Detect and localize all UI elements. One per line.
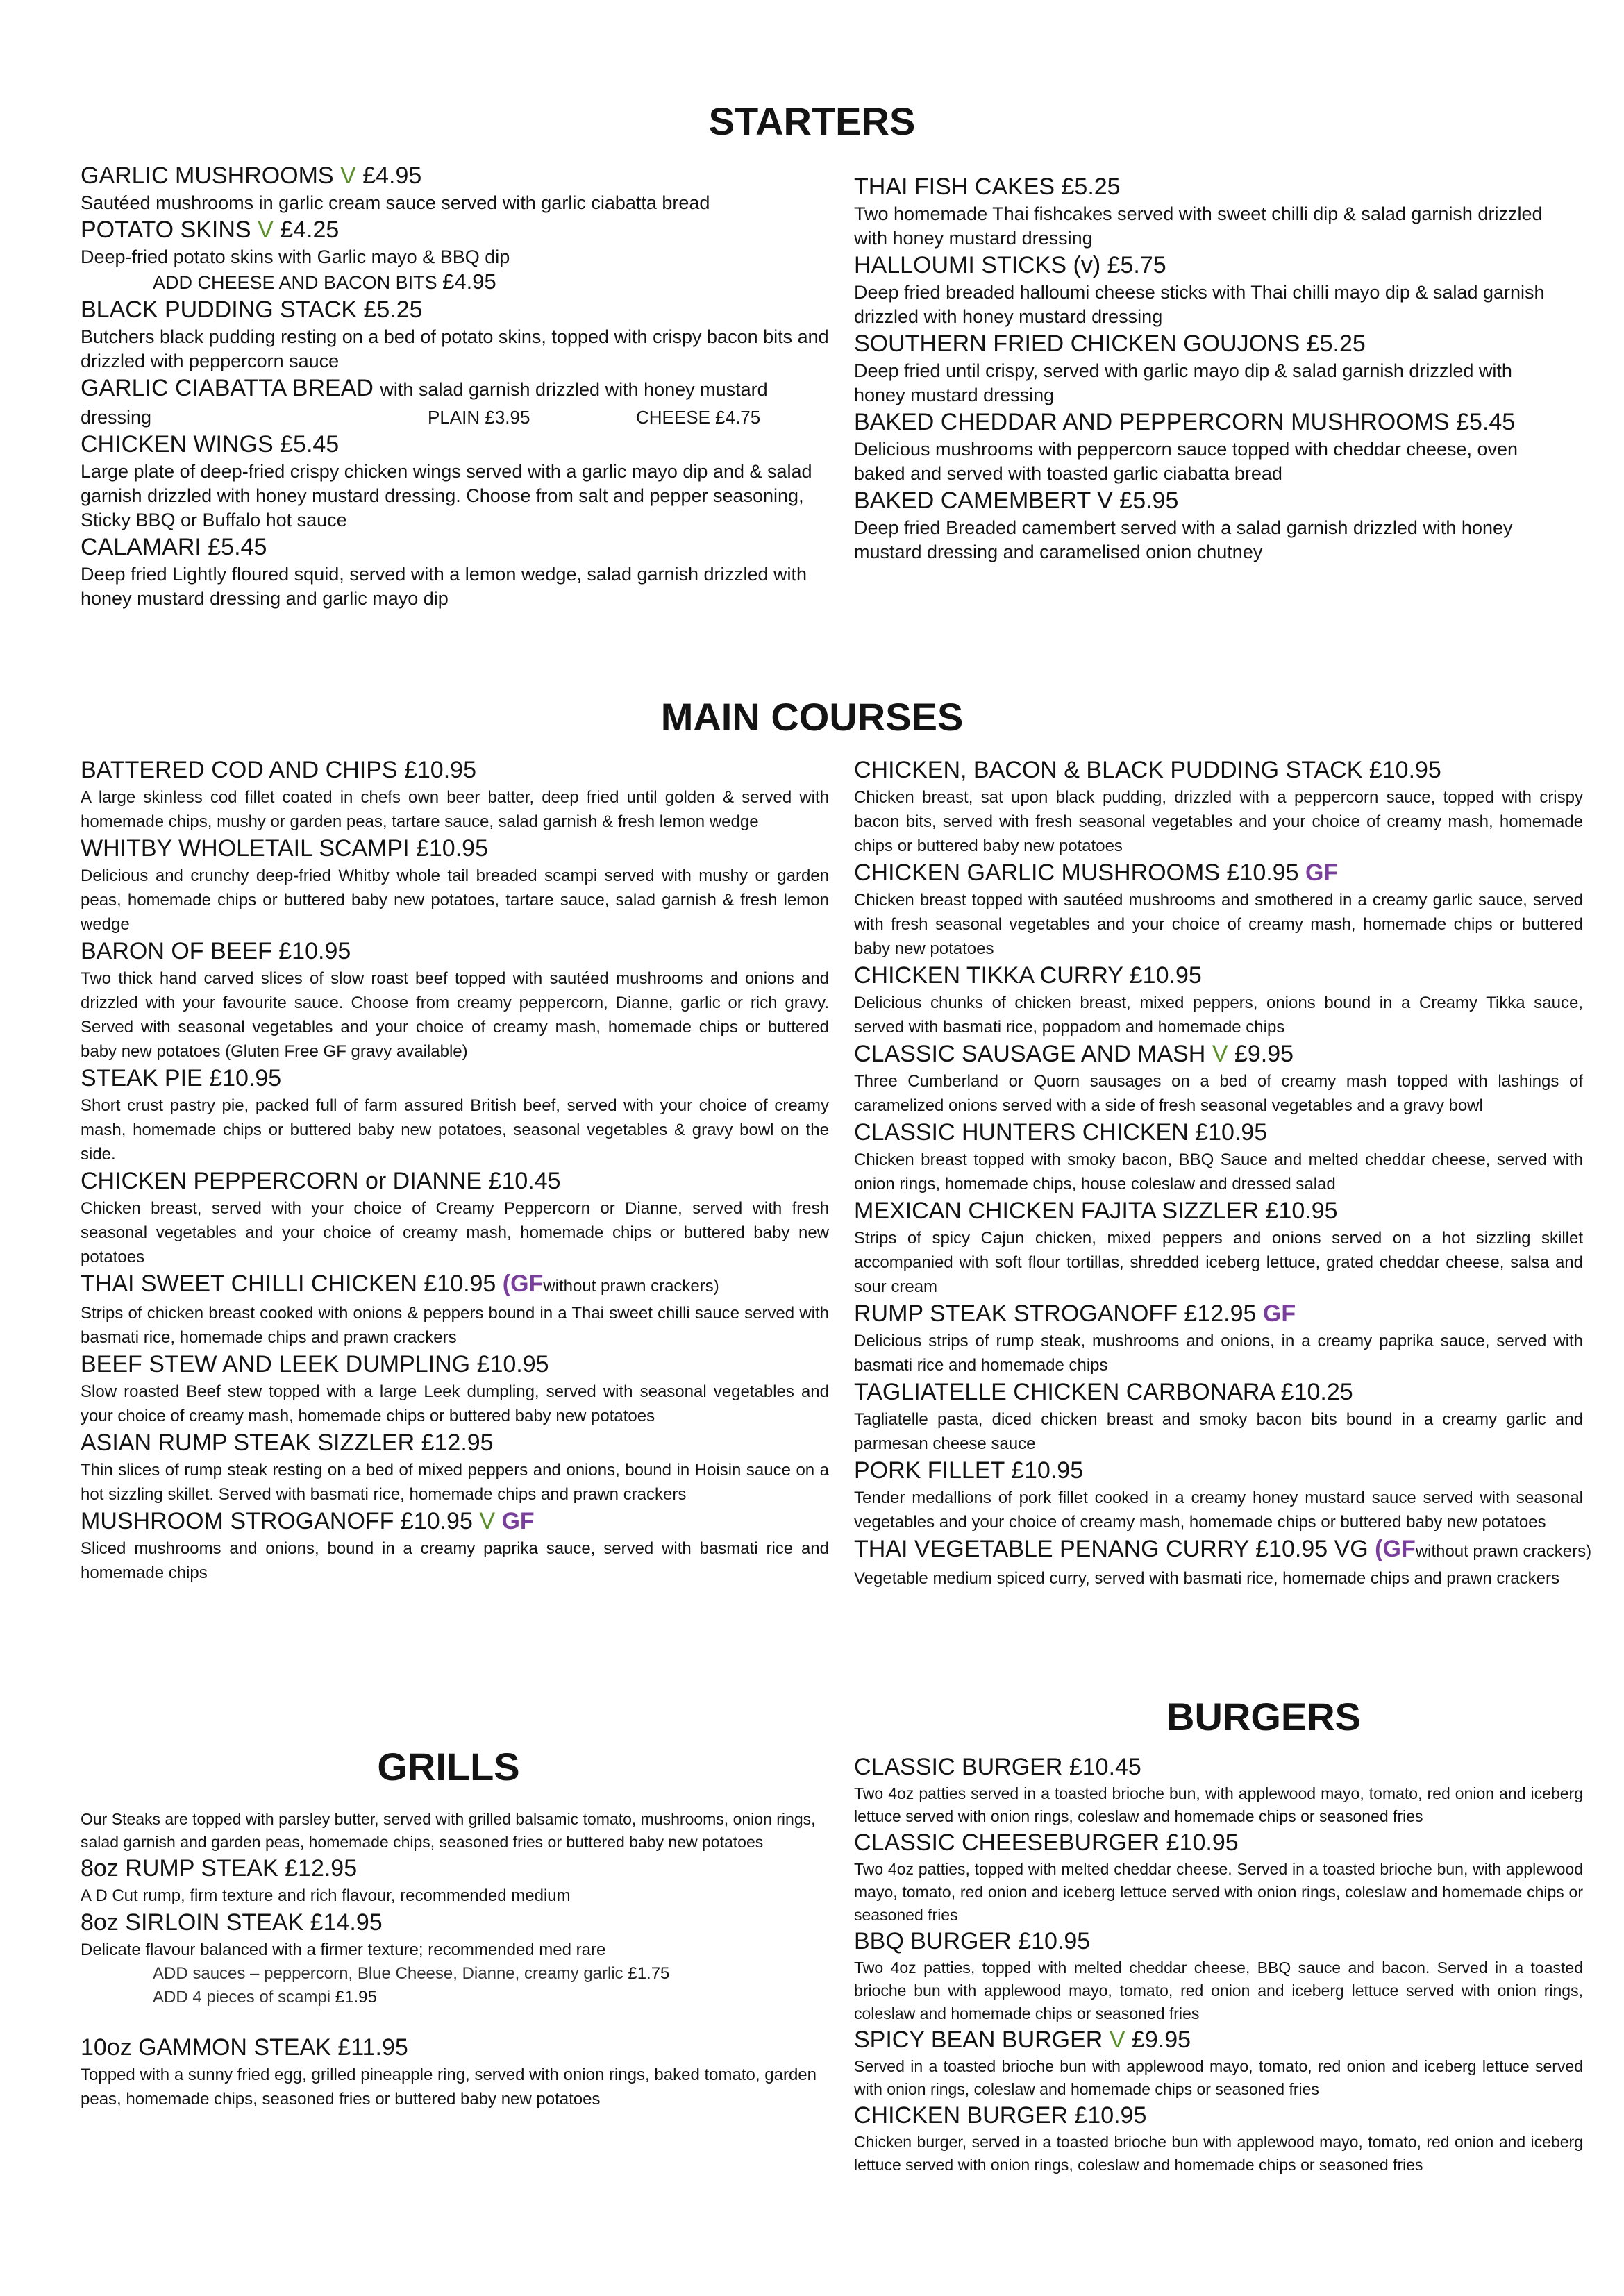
menu-item-garlic-ciabatta (81, 374, 832, 430)
item-name: CHICKEN TIKKA CURRY £10.95 (854, 962, 1202, 989)
menu-item-thai-sweet-chilli: THAI SWEET CHILLI CHICKEN £10.95 (GFwithout prawn crackers) Strips of chicken breast cooked with onions & peppers bound in a Thai sweet chilli sauce served with basmati rice, homemade chips and prawn crackers (81, 1269, 829, 1350)
add-scampi-line: ADD 4 pieces of scampi £1.95 (153, 1988, 377, 2006)
item-description: Tagliatelle pasta, diced chicken breast and smoky bacon bits bound in a creamy garlic and parmesan cheese sauce (854, 1410, 1583, 1453)
menu-item-hunters-chicken (854, 1118, 1583, 1196)
menu-item-asian-rump-sizzler (81, 1428, 829, 1507)
add-sauces-line: ADD sauces – peppercorn, Blue Cheese, Dianne, creamy garlic £1.75 (153, 1964, 670, 1983)
menu-item-chicken-tikka (854, 961, 1583, 1039)
item-description: Topped with a sunny fried egg, grilled pineapple ring, served with onion rings, baked tomato, garden peas, homemade chips, seasoned fries or buttered baby new potatoes (81, 2065, 817, 2109)
add-on-label: ADD CHEESE AND BACON BITS (153, 272, 437, 293)
item-description-cont: dressing (81, 407, 152, 428)
menu-item-sausage-and-mash (854, 1039, 1583, 1118)
item-description: Two 4oz patties served in a toasted brioche bun, with applewood mayo, tomato, red onion and iceberg lettuce served with onion rings, coleslaw and homemade chips or seasoned fries (854, 1784, 1583, 1825)
item-name: TAGLIATELLE CHICKEN CARBONARA £10.25 (854, 1379, 1353, 1405)
item-name: HALLOUMI STICKS (v) £5.75 (854, 252, 1166, 278)
item-description: Delicious and crunchy deep-fried Whitby whole tail breaded scampi served with mushy or garden peas, homemade chips or buttered baby new potatoes, tartare sauce, salad garnish & fresh lemon wedge (81, 866, 829, 934)
item-price: £4.25 (280, 217, 340, 243)
menu-item-baked-cheddar-mushrooms (854, 408, 1548, 486)
item-name: GARLIC CIABATTA BREAD (81, 375, 374, 401)
item-name: SOUTHERN FRIED CHICKEN GOUJONS £5.25 (854, 330, 1366, 357)
item-name: GARLIC MUSHROOMS (81, 162, 334, 189)
item-name: BBQ BURGER £10.95 (854, 1928, 1091, 1954)
item-description: Delicious strips of rump steak, mushrooms and onions, in a creamy paprika sauce, served with basmati rice and homemade chips (854, 1332, 1583, 1375)
menu-item-thai-fish-cakes (854, 172, 1548, 251)
gf-note: without prawn crackers) (1415, 1542, 1592, 1561)
item-name: 10oz GAMMON STEAK £11.95 (81, 2034, 408, 2061)
item-name: CHICKEN PEPPERCORN or DIANNE £10.45 (81, 1168, 561, 1194)
item-name: CHICKEN WINGS £5.45 (81, 431, 340, 458)
vegetarian-badge: V (479, 1508, 496, 1534)
item-description: Slow roasted Beef stew topped with a large Leek dumpling, served with seasonal vegetables and your choice of creamy mash, homemade chips or buttered baby new potatoes (81, 1382, 829, 1425)
menu-item-baron-of-beef (81, 937, 829, 1064)
item-description: Large plate of deep-fried crispy chicken wings served with a garlic mayo dip and & salad garnish drizzled with honey mustard dressing. Choose from salt and pepper seasoning, Sticky BBQ or Buffalo hot sauce (81, 461, 812, 530)
item-description: Delicious mushrooms with peppercorn sauce topped with cheddar cheese, oven baked and served with toasted garlic ciabatta bread (854, 439, 1518, 484)
item-name: CLASSIC HUNTERS CHICKEN £10.95 (854, 1119, 1268, 1146)
item-name: BAKED CAMEMBERT V £5.95 (854, 487, 1179, 514)
cheese-price: CHEESE £4.75 (636, 407, 761, 428)
menu-item-fajita-sizzler (854, 1196, 1583, 1299)
main-courses-heading: MAIN COURSES (660, 695, 964, 739)
item-description: Served in a toasted brioche bun with applewood mayo, tomato, red onion and iceberg lettuce served with onion rings, coleslaw and homemade chips or seasoned fries (854, 2057, 1583, 2098)
item-description: A large skinless cod fillet coated in chefs own beer batter, deep fried until golden & served with homemade chips, mushy or garden peas, tartare sauce, salad garnish & fresh lemon wedge (81, 788, 829, 831)
menu-item-black-pudding-stack (81, 295, 832, 374)
gluten-free-badge: GF (510, 1271, 544, 1297)
vegetarian-badge: V (340, 162, 356, 189)
item-description: Deep fried until crispy, served with garlic mayo dip & salad garnish drizzled with honey mustard dressing (854, 360, 1512, 405)
menu-item-pork-fillet (854, 1456, 1583, 1534)
menu-item-whitby-scampi (81, 834, 829, 937)
item-description: Deep fried Lightly floured squid, served with a lemon wedge, salad garnish drizzled with honey mustard dressing and garlic mayo dip (81, 564, 807, 609)
item-description: Strips of spicy Cajun chicken, mixed peppers and onions served on a hot sizzling skillet accompanied with soft flour tortillas, shredded iceberg lettuce, grated cheddar cheese, salsa and sour cream (854, 1229, 1583, 1296)
menu-item-rump-stroganoff (854, 1299, 1583, 1377)
item-description: Butchers black pudding resting on a bed of potato skins, topped with crispy bacon bits and drizzled with peppercorn sauce (81, 326, 829, 371)
mains-left-column (81, 755, 829, 1585)
item-description: Chicken breast topped with sautéed mushrooms and smothered in a creamy garlic sauce, served with fresh seasonal vegetables and your choice of creamy mash, homemade chips or buttered baby new potatoes (854, 891, 1583, 958)
item-name: THAI SWEET CHILLI CHICKEN £10.95 (81, 1271, 496, 1297)
menu-item-penang-curry: THAI VEGETABLE PENANG CURRY £10.95 VG (GFwithout prawn crackers) Vegetable medium spiced curry, served with basmati rice, homemade chips and prawn crackers (854, 1534, 1583, 1591)
item-description: Tender medallions of pork fillet cooked in a creamy honey mustard sauce served with seasonal vegetables and your choice of creamy mash, homemade chips or buttered baby new potatoes (854, 1489, 1583, 1532)
item-name: 8oz SIRLOIN STEAK £14.95 (81, 1909, 383, 1936)
item-description: Deep fried Breaded camembert served with a salad garnish drizzled with honey mustard dressing and caramelised onion chutney (854, 517, 1513, 562)
menu-item-bbq-burger (854, 1927, 1583, 2025)
menu-item-sirloin-steak (81, 1908, 817, 2009)
item-description: Two thick hand carved slices of slow roast beef topped with sautéed mushrooms and onions and drizzled with your favourite sauce. Choose from creamy peppercorn, Dianne, garlic or rich gravy. Served with seasonal vegetables and your choice of creamy mash, homemade chips or buttered baby new potatoes (Gluten Free GF gravy available) (81, 969, 829, 1061)
item-name: ASIAN RUMP STEAK SIZZLER £12.95 (81, 1430, 494, 1456)
item-name: CHICKEN, BACON & BLACK PUDDING STACK £10.95 (854, 757, 1441, 783)
menu-item-gammon-steak (81, 2033, 817, 2111)
menu-item-southern-fried-goujons (854, 329, 1548, 408)
menu-item-chicken-bacon-stack (854, 755, 1583, 858)
item-description: Deep-fried potato skins with Garlic mayo & BBQ dip (81, 246, 510, 267)
gluten-free-badge: GF (1262, 1300, 1296, 1327)
vegetarian-badge: V (1109, 2027, 1125, 2053)
item-description: Deep fried breaded halloumi cheese sticks with Thai chilli mayo dip & salad garnish drizzled with honey mustard dressing (854, 282, 1545, 327)
item-description: Chicken breast topped with smoky bacon, BBQ Sauce and melted cheddar cheese, served with onion rings, homemade chips, house coleslaw and dressed salad (854, 1150, 1583, 1193)
item-name: CLASSIC CHEESEBURGER £10.95 (854, 1829, 1239, 1856)
menu-item-chicken-peppercorn (81, 1166, 829, 1269)
menu-item-mushroom-stroganoff (81, 1507, 829, 1585)
item-name: STEAK PIE £10.95 (81, 1065, 282, 1091)
menu-item-battered-cod (81, 755, 829, 834)
add-scampi-price: £1.95 (335, 1988, 377, 2006)
item-name: CLASSIC SAUSAGE AND MASH (854, 1041, 1206, 1067)
menu-item-carbonara (854, 1377, 1583, 1456)
menu-item-chicken-garlic-mushrooms (854, 858, 1583, 961)
item-name: BEEF STEW AND LEEK DUMPLING £10.95 (81, 1351, 549, 1377)
item-description: A D Cut rump, firm texture and rich flavour, recommended medium (81, 1886, 571, 1905)
vegetarian-badge: V (258, 217, 274, 243)
starters-left-column (81, 161, 832, 611)
menu-item-cheeseburger (854, 1828, 1583, 1927)
menu-item-beef-stew (81, 1350, 829, 1428)
menu-item-spicy-bean-burger (854, 2025, 1583, 2101)
burgers-column (854, 1752, 1583, 2177)
item-name: PORK FILLET £10.95 (854, 1457, 1084, 1484)
item-description: Chicken burger, served in a toasted brioche bun with applewood mayo, tomato, red onion and iceberg lettuce served with onion rings, coleslaw and homemade chips or seasoned fries (854, 2133, 1583, 2174)
starters-right-column (854, 172, 1548, 564)
item-description: Two 4oz patties, topped with melted cheddar cheese. Served in a toasted brioche bun, with applewood mayo, tomato, red onion and iceberg lettuce served with onion rings, coleslaw and homemade chips or seasoned fries (854, 1860, 1583, 1924)
item-description: Three Cumberland or Quorn sausages on a bed of creamy mash topped with lashings of caramelized onions served with a side of fresh seasonal vegetables and a gravy bowl (854, 1072, 1583, 1115)
menu-item-calamari (81, 533, 832, 611)
menu-item-garlic-mushrooms (81, 161, 832, 215)
item-name: BATTERED COD AND CHIPS £10.95 (81, 757, 476, 783)
vegetarian-badge: V (1212, 1041, 1228, 1067)
starters-heading: STARTERS (708, 99, 916, 143)
item-description: Strips of chicken breast cooked with onions & peppers bound in a Thai sweet chilli sauce served with basmati rice, homemade chips and prawn crackers (81, 1304, 829, 1347)
gluten-free-badge: GF (501, 1508, 535, 1534)
item-price: £4.95 (362, 162, 422, 189)
item-description: Chicken breast, served with your choice of Creamy Peppercorn or Dianne, served with fresh seasonal vegetables and your choice of creamy mash, homemade chips or buttered baby new potatoes (81, 1199, 829, 1266)
menu-item-chicken-burger (854, 2101, 1583, 2177)
item-name: CHICKEN GARLIC MUSHROOMS £10.95 (854, 860, 1299, 886)
menu-item-rump-steak (81, 1854, 817, 1908)
plain-price: PLAIN £3.95 (428, 407, 530, 428)
menu-item-potato-skins (81, 215, 832, 295)
add-on-price: £4.95 (442, 269, 496, 294)
item-name: BAKED CHEDDAR AND PEPPERCORN MUSHROOMS £5.45 (854, 409, 1516, 435)
item-price: £9.95 (1131, 2027, 1191, 2053)
gluten-free-badge: GF (1382, 1536, 1416, 1562)
item-name: 8oz RUMP STEAK £12.95 (81, 1855, 358, 1882)
item-name: RUMP STEAK STROGANOFF £12.95 (854, 1300, 1257, 1327)
item-name: SPICY BEAN BURGER (854, 2027, 1103, 2053)
add-sauces-price: £1.75 (628, 1964, 670, 1983)
item-description: Short crust pastry pie, packed full of farm assured British beef, served with your choice of creamy mash, homemade chips or buttered baby new potatoes, seasonal vegetables & gravy bowl on the side. (81, 1096, 829, 1164)
mains-right-column (854, 755, 1592, 1591)
item-description: Two homemade Thai fishcakes served with sweet chilli dip & salad garnish drizzled with honey mustard dressing (854, 203, 1543, 249)
item-name: THAI FISH CAKES £5.25 (854, 174, 1121, 200)
add-on-line (153, 269, 832, 295)
menu-item-classic-burger (854, 1752, 1583, 1828)
item-name: CLASSIC BURGER £10.45 (854, 1754, 1141, 1780)
item-name: CALAMARI £5.45 (81, 534, 267, 560)
item-name: MUSHROOM STROGANOFF £10.95 (81, 1508, 473, 1534)
item-name: BARON OF BEEF £10.95 (81, 938, 351, 964)
item-description: Thin slices of rump steak resting on a bed of mixed peppers and onions, bound in Hoisin sauce on a hot sizzling skillet. Served with basmati rice, homemade chips and prawn crackers (81, 1461, 829, 1504)
item-description: Chicken breast, sat upon black pudding, drizzled with a peppercorn sauce, topped with crispy bacon bits, served with fresh seasonal vegetables and your choice of creamy mash, homemade chips or buttered baby new potatoes (854, 788, 1583, 855)
menu-item-chicken-wings (81, 430, 832, 533)
item-description: Sliced mushrooms and onions, bound in a creamy paprika sauce, served with basmati rice and homemade chips (81, 1539, 829, 1582)
item-name: POTATO SKINS (81, 217, 251, 243)
grills-column (81, 1808, 817, 2111)
menu-item-halloumi-sticks (854, 251, 1548, 329)
item-description: Two 4oz patties, topped with melted cheddar cheese, BBQ sauce and bacon. Served in a toasted brioche bun with applewood mayo, tomato, red onion and iceberg lettuce served with onion rings, coleslaw and homemade chips or seasoned fries (854, 1959, 1583, 2022)
grills-intro: Our Steaks are topped with parsley butter, served with grilled balsamic tomato, mushrooms, onion rings, salad garnish and garden peas, homemade chips, seasoned fries or buttered baby new potatoes (81, 1810, 816, 1851)
item-name: CHICKEN BURGER £10.95 (854, 2102, 1147, 2129)
item-description: Vegetable medium spiced curry, served with basmati rice, homemade chips and prawn crackers (854, 1569, 1560, 1588)
grills-heading: GRILLS (377, 1745, 520, 1788)
gluten-free-badge: GF (1305, 860, 1339, 886)
menu-item-baked-camembert (854, 486, 1548, 564)
item-name: BLACK PUDDING STACK £5.25 (81, 296, 423, 323)
item-description: Delicate flavour balanced with a firmer texture; recommended med rare (81, 1941, 606, 1959)
burgers-heading: BURGERS (1166, 1695, 1362, 1738)
item-description: with salad garnish drizzled with honey mustard (380, 379, 768, 400)
item-description: Sautéed mushrooms in garlic cream sauce served with garlic ciabatta bread (81, 192, 710, 213)
gf-note: without prawn crackers) (543, 1277, 719, 1296)
item-name: WHITBY WHOLETAIL SCAMPI £10.95 (81, 835, 488, 862)
item-price: £9.95 (1234, 1041, 1294, 1067)
item-name: THAI VEGETABLE PENANG CURRY £10.95 VG (854, 1536, 1368, 1562)
item-name: MEXICAN CHICKEN FAJITA SIZZLER £10.95 (854, 1198, 1338, 1224)
menu-item-steak-pie (81, 1064, 829, 1166)
item-description: Delicious chunks of chicken breast, mixed peppers, onions bound in a Creamy Tikka sauce, served with basmati rice, poppadom and homemade chips (854, 994, 1583, 1037)
